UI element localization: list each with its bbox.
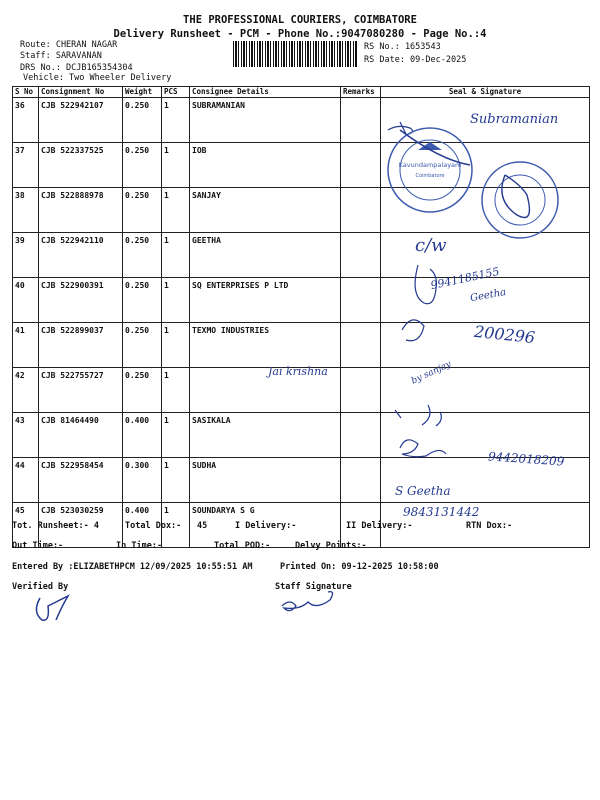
cell-pcs: 1 [162, 413, 190, 458]
handwriting-row40-name: Geetha [469, 286, 507, 305]
col-remarks: Remarks [341, 87, 381, 98]
rs-date: RS Date: 09-Dec-2025 [364, 55, 467, 65]
stamp-text-1: Kavundampalayam [398, 161, 462, 169]
cell-pcs: 1 [162, 98, 190, 143]
entered-by: Entered By :ELIZABETHPCM 12/09/2025 10:55:51 AM [12, 562, 253, 572]
cell-weight: 0.250 [123, 323, 162, 368]
printed-on: Printed On: 09-12-2025 10:58:00 [280, 562, 439, 572]
signature-stroke-41 [402, 320, 424, 341]
cell-consignment-no: CJB 522899037 [39, 323, 123, 368]
cell-pcs: 1 [162, 188, 190, 233]
company-title: THE PROFESSIONAL COURIERS, COIMBATORE [183, 14, 417, 26]
cell-pcs: 1 [162, 323, 190, 368]
delvy-points: Delvy Points:- [295, 541, 367, 551]
col-weight: Weight [123, 87, 162, 98]
cell-consignment-no: CJB 522900391 [39, 278, 123, 323]
cell-consignee: SASIKALA [190, 413, 341, 458]
cell-pcs: 1 [162, 143, 190, 188]
cell-sno: 37 [13, 143, 39, 188]
handwriting-row45-name: S Geetha [395, 484, 451, 498]
cell-weight: 0.250 [123, 278, 162, 323]
verified-by-label: Verified By [12, 582, 69, 592]
signature-stroke-44 [400, 440, 446, 457]
signature-stroke [388, 122, 413, 134]
cell-weight: 0.300 [123, 458, 162, 503]
company-stamp [482, 162, 558, 238]
cell-consignment-no: CJB 522888978 [39, 188, 123, 233]
signature-stroke-43 [395, 405, 441, 426]
cell-consignment-no: CJB 523030259 [39, 503, 123, 548]
cell-sno: 40 [13, 278, 39, 323]
cell-pcs: 1 [162, 503, 190, 548]
in-time: In Time:- [116, 541, 163, 551]
cell-sno: 36 [13, 98, 39, 143]
cell-pcs: 1 [162, 458, 190, 503]
i-delivery: I Delivery:- [235, 521, 297, 531]
cell-consignment-no: CJB 81464490 [39, 413, 123, 458]
runsheet-subtitle: Delivery Runsheet - PCM - Phone No.:9047080280 - Page No.:4 [113, 28, 487, 40]
cell-weight: 0.250 [123, 368, 162, 413]
cell-sno: 44 [13, 458, 39, 503]
col-consignee-details: Consignee Details [190, 87, 341, 98]
total-dox-value: 45 [197, 521, 208, 531]
total-runsheet: Tot. Runsheet:- 4 [12, 521, 99, 531]
vehicle-label: Vehicle: Two Wheeler Delivery [23, 73, 172, 83]
cell-weight: 0.250 [123, 233, 162, 278]
staff-signature-mark [282, 592, 333, 611]
cell-consignment-no: CJB 522942110 [39, 233, 123, 278]
cell-consignment-no: CJB 522755727 [39, 368, 123, 413]
ii-delivery: II Delivery:- [346, 521, 413, 531]
handwriting-row45-phone: 9843131442 [403, 505, 480, 519]
cell-consignee: GEETHA [190, 233, 341, 278]
col-consignment-no: Consignment No [39, 87, 123, 98]
cell-consignment-no: CJB 522958454 [39, 458, 123, 503]
cell-sno: 42 [13, 368, 39, 413]
cell-weight: 0.400 [123, 503, 162, 548]
handwriting-row36: Subramanian [470, 112, 559, 127]
out-time: Out Time:- [12, 541, 64, 551]
cell-consignee: SUBRAMANIAN [190, 98, 341, 143]
stamp-text-2: Coimbatore [415, 173, 445, 179]
total-dox: Total Dox:- [125, 521, 182, 531]
cell-weight: 0.250 [123, 98, 162, 143]
total-pod: Total POD:- [214, 541, 271, 551]
rtn-dox: RTN Dox:- [466, 521, 513, 531]
cell-sno: 43 [13, 413, 39, 458]
route-label: Route: CHERAN NAGAR [20, 40, 118, 50]
handwriting-row42-name: Jai krishna [268, 365, 328, 378]
handwriting-row42-by: by sanjay [409, 359, 453, 387]
cell-sno: 38 [13, 188, 39, 233]
drs-number: DRS No.: DCJB165354304 [20, 63, 133, 73]
cell-weight: 0.250 [123, 143, 162, 188]
col-pcs: PCS [162, 87, 190, 98]
cell-consignee: IOB [190, 143, 341, 188]
cell-pcs: 1 [162, 233, 190, 278]
verified-signature [36, 596, 68, 620]
cell-sno: 39 [13, 233, 39, 278]
handwriting-row39: c/w [415, 235, 447, 256]
bank-stamp [388, 128, 472, 212]
cell-pcs: 1 [162, 278, 190, 323]
cell-sno: 45 [13, 503, 39, 548]
staff-signature-label: Staff Signature [275, 582, 352, 592]
handwriting-row44-phone: 9442018209 [487, 449, 565, 469]
col-sno: S No [13, 87, 39, 98]
rs-number: RS No.: 1653543 [364, 42, 441, 52]
cell-weight: 0.250 [123, 188, 162, 233]
cell-consignee: TEXMO INDUSTRIES [190, 323, 341, 368]
cell-consignee: SQ ENTERPRISES P LTD [190, 278, 341, 323]
cell-weight: 0.400 [123, 413, 162, 458]
cell-consignee: SANJAY [190, 188, 341, 233]
cell-pcs: 1 [162, 368, 190, 413]
cell-consignee: SUDHA [190, 458, 341, 503]
col-seal-signature: Seal & Signature [381, 87, 590, 98]
cell-consignee: SOUNDARYA S G [190, 503, 341, 548]
handwriting-row41: 200296 [473, 321, 536, 348]
cell-sno: 41 [13, 323, 39, 368]
staff-label: Staff: SARAVANAN [20, 51, 102, 61]
cell-consignment-no: CJB 522337525 [39, 143, 123, 188]
cell-consignment-no: CJB 522942107 [39, 98, 123, 143]
handwriting-row40-phone: 9941185155 [429, 264, 501, 293]
